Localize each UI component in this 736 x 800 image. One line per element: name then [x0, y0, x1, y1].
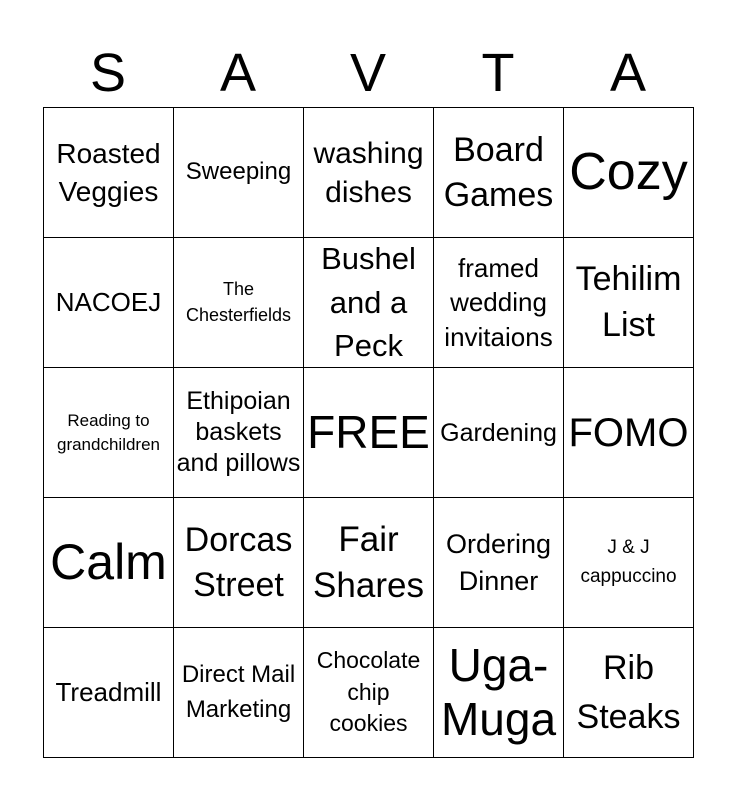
header-letter-a2: A	[609, 43, 647, 103]
cell-text: Sweeping	[185, 158, 292, 186]
bingo-cell[interactable]	[44, 628, 174, 758]
cell-text: Gardening	[440, 418, 557, 447]
cell-text: Reading to grandchildren	[56, 410, 160, 454]
bingo-cell[interactable]	[564, 108, 694, 238]
cell-text: Direct Mail Marketing	[181, 661, 296, 723]
cell-text: Rib Steaks	[576, 649, 681, 736]
cell-text: FREE	[307, 406, 430, 459]
cell-text: Dorcas Street	[184, 520, 293, 604]
bingo-cell[interactable]	[434, 498, 564, 628]
cell-text: Treadmill	[55, 676, 162, 707]
cell-text: Calm	[50, 534, 167, 590]
cell-text: Tehilim List	[575, 259, 682, 344]
header-letter-a: A	[219, 43, 257, 103]
cell-text: Chocolate chip cookies	[316, 646, 421, 737]
cell-text: Ordering Dinner	[445, 529, 552, 596]
bingo-cell[interactable]	[174, 498, 304, 628]
bingo-grid	[43, 107, 694, 758]
bingo-cell[interactable]	[564, 498, 694, 628]
cell-text: Ethipoian baskets and pillows	[176, 387, 301, 477]
bingo-cell[interactable]	[434, 368, 564, 498]
header-letter-v: V	[349, 43, 387, 103]
bingo-cell[interactable]	[304, 368, 434, 498]
header-letter-s: S	[89, 43, 127, 103]
cell-text: Board Games	[443, 131, 554, 214]
cell-text: NACOEJ	[55, 286, 162, 317]
cell-text: J & J cappuccino	[580, 537, 677, 587]
cell-text: Uga-Muga	[440, 639, 557, 745]
bingo-cell[interactable]	[44, 498, 174, 628]
cell-text: Cozy	[569, 142, 688, 201]
bingo-cell[interactable]	[174, 108, 304, 238]
bingo-cell[interactable]	[434, 628, 564, 758]
bingo-cell[interactable]	[44, 108, 174, 238]
cell-text: Roasted Veggies	[56, 137, 161, 207]
header-letter-t: T	[481, 43, 515, 103]
bingo-cell[interactable]	[174, 628, 304, 758]
bingo-cell[interactable]	[304, 498, 434, 628]
cell-text: Bushel and a Peck	[321, 241, 416, 364]
bingo-cell[interactable]	[174, 368, 304, 498]
cell-text: The Chesterfields	[185, 279, 292, 325]
bingo-cell[interactable]	[304, 628, 434, 758]
cell-text: washing dishes	[313, 136, 424, 209]
bingo-cell[interactable]	[564, 368, 694, 498]
bingo-cell[interactable]	[434, 108, 564, 238]
bingo-cell[interactable]	[564, 238, 694, 368]
bingo-cell[interactable]	[44, 368, 174, 498]
bingo-cell[interactable]	[44, 238, 174, 368]
cell-text: Fair Shares	[313, 520, 424, 605]
bingo-cell[interactable]	[174, 238, 304, 368]
cell-text: framed wedding invitaions	[444, 253, 553, 352]
bingo-cell[interactable]	[564, 628, 694, 758]
bingo-cell[interactable]	[434, 238, 564, 368]
bingo-cell[interactable]	[304, 108, 434, 238]
bingo-header	[43, 40, 694, 106]
bingo-cell[interactable]	[304, 238, 434, 368]
cell-text: FOMO	[568, 410, 689, 455]
